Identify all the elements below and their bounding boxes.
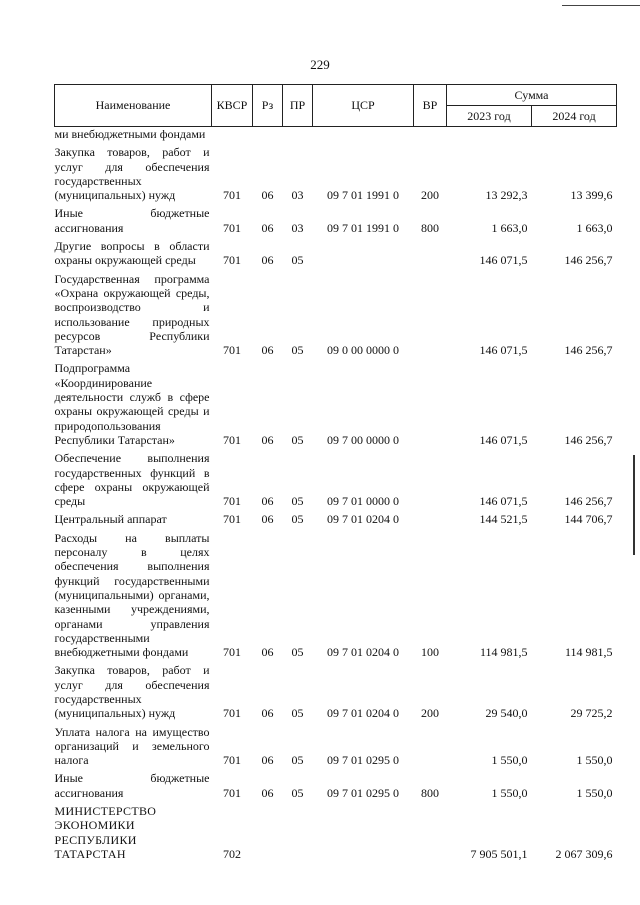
cell-pr: 03: [291, 188, 304, 203]
table-row: [55, 357, 617, 447]
cell-csr: 09 7 00 0000 0: [327, 432, 399, 447]
cell-sum-2024: 1 550,0: [576, 753, 613, 768]
header-rz: Рз: [253, 85, 283, 127]
cell-sum-2024: 1 550,0: [576, 785, 613, 800]
cell-rz: 06: [261, 645, 274, 660]
cell-sum-2023: [447, 127, 532, 142]
cell-csr: [313, 127, 414, 142]
cell-kvsr: 702: [223, 846, 241, 861]
cell-pr: 05: [291, 253, 304, 268]
table-row: [55, 127, 617, 142]
cell-rz: 06: [261, 753, 274, 768]
cell-name: Закупка товаров, работ и услуг для обеспечения государственных (муниципальных) нужд: [54, 145, 210, 203]
cell-csr: 09 7 01 0295 0: [327, 785, 399, 800]
table-row: [55, 202, 617, 235]
cell-sum-2024: 144 706,7: [564, 512, 613, 527]
cell-pr: [283, 800, 313, 861]
header-pr: ПР: [283, 85, 313, 127]
cell-name: Закупка товаров, работ и услуг для обеспечения государственных (муниципальных) нужд: [54, 663, 210, 721]
table-header: [55, 85, 617, 127]
table-body: [55, 127, 617, 862]
header-vr: ВР: [414, 85, 447, 127]
cell-csr: 09 7 01 0204 0: [327, 706, 399, 721]
cell-kvsr: 701: [223, 706, 241, 721]
cell-csr: 09 0 00 0000 0: [327, 343, 399, 358]
budget-table: [54, 84, 617, 861]
header-sum: Сумма: [447, 85, 617, 106]
header-name: Наименование: [55, 85, 212, 127]
cell-name: Подпрограмма «Координирование деятельности служб в сфере охраны окружающей среды и природопользования Республики Татарстан»: [54, 361, 210, 447]
cell-sum-2024: 13 399,6: [570, 188, 613, 203]
cell-sum-2024: 29 725,2: [570, 706, 613, 721]
table-row: [55, 141, 617, 202]
cell-vr: [414, 721, 447, 768]
cell-vr: [414, 508, 447, 526]
cell-pr: 05: [291, 706, 304, 721]
cell-sum-2023: 13 292,3: [485, 188, 528, 203]
table-row: [55, 268, 617, 358]
cell-sum-2023: 7 905 501,1: [470, 846, 528, 861]
table-row: [55, 235, 617, 268]
cell-pr: 05: [291, 753, 304, 768]
cell-name: Иные бюджетные ассигнования: [54, 206, 210, 235]
cell-pr: 05: [291, 343, 304, 358]
cell-vr: 200: [421, 188, 439, 203]
cell-rz: [253, 127, 283, 142]
cell-csr: [313, 235, 414, 268]
cell-vr: 800: [421, 220, 439, 235]
cell-sum-2024: 146 256,7: [564, 343, 613, 358]
cell-rz: 06: [261, 785, 274, 800]
cell-sum-2023: 29 540,0: [485, 706, 528, 721]
cell-csr: 09 7 01 1991 0: [327, 220, 399, 235]
cell-csr: [313, 800, 414, 861]
cell-rz: 06: [261, 706, 274, 721]
cell-sum-2023: 1 550,0: [491, 753, 528, 768]
header-kvsr: КВСР: [212, 85, 253, 127]
cell-kvsr: 701: [223, 512, 241, 527]
cell-csr: 09 7 01 0204 0: [327, 512, 399, 527]
cell-rz: [253, 800, 283, 861]
cell-vr: 800: [421, 785, 439, 800]
cell-csr: 09 7 01 1991 0: [327, 188, 399, 203]
cell-vr: 100: [421, 645, 439, 660]
cell-kvsr: 701: [223, 343, 241, 358]
cell-kvsr: 701: [223, 432, 241, 447]
cell-kvsr: [212, 127, 253, 142]
cell-sum-2023: 146 071,5: [479, 343, 528, 358]
cell-csr: 09 7 01 0204 0: [327, 645, 399, 660]
cell-name: Государственная программа «Охрана окружающей среды, воспроизводство и использование природных ресурсов Республики Татарстан»: [54, 271, 210, 358]
cell-rz: 06: [261, 343, 274, 358]
cell-name: ми внебюджетными фондами: [54, 127, 206, 141]
table-row: [55, 508, 617, 526]
cell-sum-2023: 146 071,5: [479, 494, 528, 509]
cell-vr: [414, 127, 447, 142]
cell-kvsr: 701: [223, 645, 241, 660]
cell-sum-2024: 2 067 309,6: [555, 846, 613, 861]
cell-pr: 05: [291, 432, 304, 447]
cell-kvsr: 701: [223, 220, 241, 235]
page-number: 229: [310, 57, 330, 72]
cell-pr: [283, 127, 313, 142]
cell-sum-2024: 1 663,0: [576, 220, 613, 235]
cell-rz: 06: [261, 220, 274, 235]
cell-name: Уплата налога на имущество организаций и земельного налога: [54, 724, 210, 768]
cell-kvsr: 701: [223, 188, 241, 203]
cell-rz: 06: [261, 432, 274, 447]
cell-vr: [414, 447, 447, 508]
table-row: [55, 767, 617, 800]
table-row: [55, 659, 617, 720]
header-csr: ЦСР: [313, 85, 414, 127]
cell-rz: 06: [261, 512, 274, 527]
cell-sum-2024: [532, 127, 617, 142]
cell-kvsr: 701: [223, 253, 241, 268]
cell-pr: 05: [291, 785, 304, 800]
cell-kvsr: 701: [223, 494, 241, 509]
cell-sum-2024: 114 981,5: [564, 645, 613, 660]
cell-csr: 09 7 01 0295 0: [327, 753, 399, 768]
cell-vr: [414, 357, 447, 447]
cell-csr: 09 7 01 0000 0: [327, 494, 399, 509]
cell-rz: 06: [261, 253, 274, 268]
table-row: [55, 721, 617, 768]
cell-vr: [414, 268, 447, 358]
cell-name: Другие вопросы в области охраны окружающей среды: [54, 239, 210, 268]
cell-kvsr: 701: [223, 753, 241, 768]
cell-sum-2023: 146 071,5: [479, 432, 528, 447]
cell-rz: 06: [261, 188, 274, 203]
table-row: [55, 800, 617, 861]
table-row: [55, 447, 617, 508]
cell-name: Иные бюджетные ассигнования: [54, 771, 210, 800]
cell-sum-2023: 144 521,5: [479, 512, 528, 527]
cell-sum-2024: 146 256,7: [564, 494, 613, 509]
cell-name: МИНИСТЕРСТВО ЭКОНОМИКИ РЕСПУБЛИКИ ТАТАРСТАН: [54, 804, 157, 861]
scan-edge-mark: [633, 455, 635, 555]
cell-pr: 05: [291, 494, 304, 509]
cell-name: Расходы на выплаты персоналу в целях обеспечения выполнения функций государственными (муниципальными) органами, казенными учреждениями, органами управления государственными внебюджетными фондами: [54, 530, 210, 660]
cell-rz: 06: [261, 494, 274, 509]
cell-pr: 05: [291, 645, 304, 660]
table-row: [55, 527, 617, 660]
cell-vr: [414, 235, 447, 268]
cell-name: Обеспечение выполнения государственных функций в сфере охраны окружающей среды: [54, 451, 210, 509]
scan-corner-mark: [562, 0, 640, 6]
cell-vr: 200: [421, 706, 439, 721]
cell-kvsr: 701: [223, 785, 241, 800]
cell-sum-2023: 114 981,5: [479, 645, 528, 660]
cell-pr: 05: [291, 512, 304, 527]
cell-sum-2023: 1 663,0: [491, 220, 528, 235]
cell-sum-2024: 146 256,7: [564, 432, 613, 447]
cell-sum-2024: 146 256,7: [564, 253, 613, 268]
header-year-2023: 2023 год: [447, 106, 532, 127]
header-year-2024: 2024 год: [532, 106, 617, 127]
cell-name: Центральный аппарат: [54, 512, 167, 527]
cell-sum-2023: 1 550,0: [491, 785, 528, 800]
cell-pr: 03: [291, 220, 304, 235]
cell-sum-2023: 146 071,5: [479, 253, 528, 268]
cell-vr: [414, 800, 447, 861]
